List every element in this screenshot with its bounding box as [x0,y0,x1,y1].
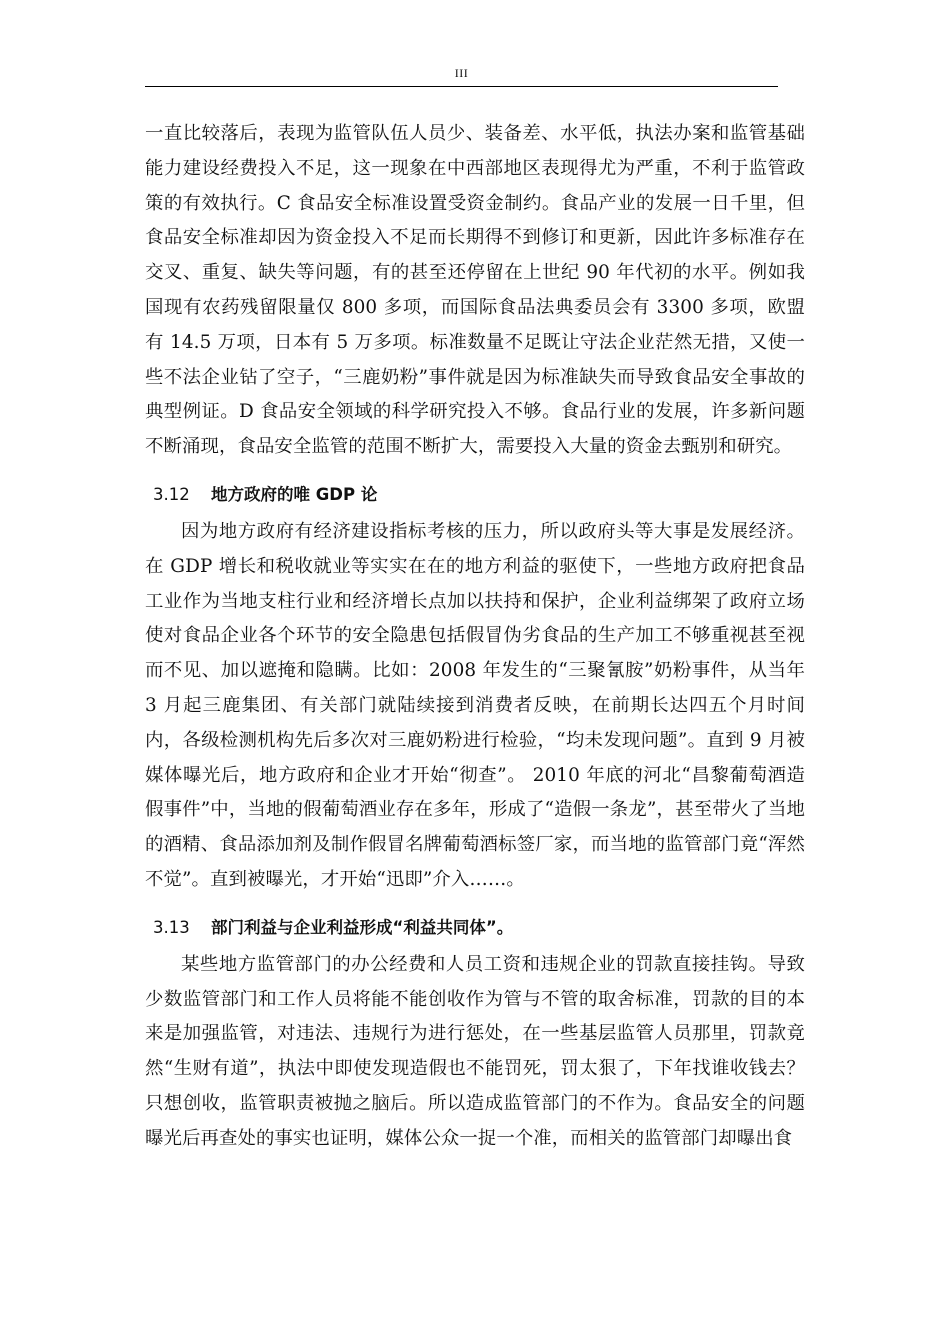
page-header [145,62,778,87]
paragraph-gdp: 因为地方政府有经济建设指标考核的压力，所以政府头等大事是发展经济。在 GDP 增长和税收就业等实实在在的地方利益的驱使下，一些地方政府把食品工业作为当地支柱行业和经济增长点加以扶持和保护，企业利益绑架了政府立场使对食品企业各个环节的安全隐患包括假冒伪劣食品的生产加工不够重视甚至视而不见、加以遮掩和隐瞒。比如：2008 年发生的“三聚氰胺”奶粉事件，从当年 3 月起三鹿集团、有关部门就陆续接到消费者反映，在前期长达四五个月时间内，各级检测机构先后多次对三鹿奶粉进行检验，“均未发现问题”。直到 9 月被媒体曝光后，地方政府和企业才开始“彻查”。 2010 年底的河北“昌黎葡萄酒造假事件”中，当地的假葡萄酒业存在多年，形成了“造假一条龙”，甚至带火了当地的酒精、食品添加剂及制作假冒名牌葡萄酒标签厂家，而当地的监管部门竟“浑然不觉”。直到被曝光，才开始“迅即”介入……。 [145,520,805,890]
document-body [145,117,805,1157]
paragraph-funding: 一直比较落后，表现为监管队伍人员少、装备差、水平低，执法办案和监管基础能力建设经费投入不足，这一现象在中西部地区表现得尤为严重，不利于监管政策的有效执行。C 食品安全标准设置受资金制约。食品产业的发展一日千里，但食品安全标准却因为资金投入不足而长期得不到修订和更新，因此许多标准存在交叉、重复、缺失等问题，有的甚至还停留在上世纪 90 年代初的水平。例如我国现有农药残留限量仅 800 多项，而国际食品法典委员会有 3300 多项，欧盟有 14.5 万项，日本有 5 万多项。标准数量不足既让守法企业茫然无措，又使一些不法企业钻了空子，“三鹿奶粉”事件就是因为标准缺失而导致食品安全事故的典型例证。D 食品安全领域的科学研究投入不够。食品行业的发展，许多新问题不断涌现，食品安全监管的范围不断扩大，需要投入大量的资金去甄别和研究。 [145,123,805,458]
section-number: 3.12 [153,484,190,504]
paragraph-interest: 某些地方监管部门的办公经费和人员工资和违规企业的罚款直接挂钩。导致少数监管部门和工作人员将能不能创收作为管与不管的取舍标准，罚款的目的本来是加强监管，对违法、违规行为进行惩处，在一些基层监管人员那里，罚款竟然“生财有道”，执法中即使发现造假也不能罚死，罚太狠了，下年找谁收钱去？只想创收，监管职责被抛之脑后。所以造成监管部门的不作为。食品安全的问题曝光后再查处的事实也证明，媒体公众一捉一个准，而相关的监管部门却曝出食 [145,953,805,1149]
section-title: 地方政府的唯 GDP 论 [211,484,378,504]
page-number: III [454,66,469,80]
section-title: 部门利益与企业利益形成“利益共同体”。 [211,917,514,937]
section-heading-3-13 [145,908,805,948]
section-heading-3-12 [145,475,805,515]
section-number: 3.13 [153,917,190,937]
